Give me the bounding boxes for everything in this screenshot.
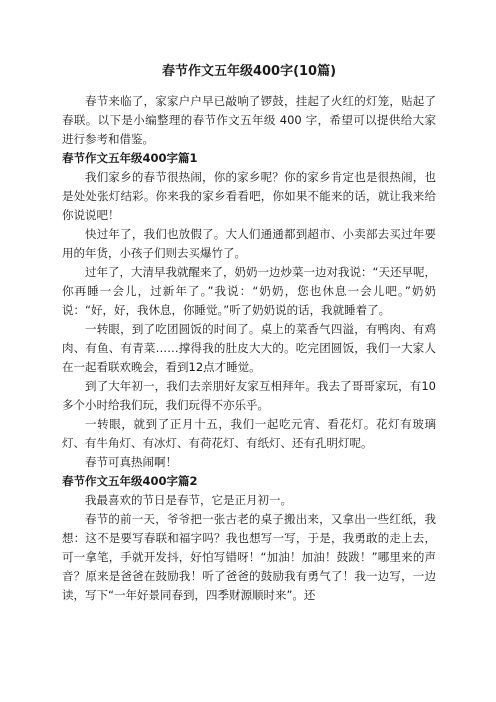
paragraph: 到了大年初一，我们去亲朋好友家互相拜年。我去了哥哥家玩，有10多个小时给我们玩，我们玩得不亦乐乎。 bbox=[62, 379, 436, 412]
paragraph: 快过年了，我们也放假了。大人们通通都到超市、小卖部去买过年要用的年货，小孩子们则去买爆竹了。 bbox=[62, 227, 436, 260]
paragraph: 春节的前一天，爷爷把一张古老的桌子搬出来，又拿出一些红纸，我想：这不是要写春联和福字吗？我也想写一写，于是，我勇敢的走上去，可一拿笔，手就开发抖，好怕写错呀！“加油！加油！鼓跋！”哪里来的声音？原来是爸爸在鼓励我！听了爸爸的鼓励我有勇气了！我一边写，一边读，写下“一年好景同春到，四季财源顺时来”。还 bbox=[62, 512, 436, 602]
paragraph: 我们家乡的春节很热闹，你的家乡呢？你的家乡肯定也是很热闹，也是处处张灯结彩。你来我的家乡看看吧，你如果不能来的话，就让我来给你说说吧！ bbox=[62, 170, 436, 222]
section-heading: 春节作文五年级400字篇2 bbox=[62, 474, 198, 488]
paragraph: 一转眼，到了吃团圆饭的时间了。桌上的菜香气四溢，有鸭肉、有鸡肉、有鱼、有青菜……撑得我的肚皮大大的。吃完团圆饭，我们一大家人在一起看联欢晚会，看到12点才睡觉。 bbox=[62, 322, 436, 374]
paragraph: 过年了，大清早我就醒来了，奶奶一边炒菜一边对我说：“天还早呢，你再睡一会儿，过新年了。”我说：“奶奶，您也休息一会儿吧。”奶奶说：“好，好，我休息，你睡觉。”听了奶奶说的话，我就睡着了。 bbox=[62, 265, 436, 317]
paragraph: 我最喜欢的节日是春节，它是正月初一。 bbox=[85, 493, 292, 507]
paragraph: 一转眼，就到了正月十五，我们一起吃元宵、看花灯。花灯有玻璃灯、有牛角灯、有冰灯、有荷花灯、有纸灯、还有孔明灯呢。 bbox=[62, 417, 436, 450]
intro-paragraph: 春节来临了，家家户户早已敲响了锣鼓，挂起了火红的灯笼，贴起了春联。以下是小编整理的春节作文五年级 400 字，希望可以提供给大家进行参考和借鉴。 bbox=[62, 94, 436, 146]
document-title: 春节作文五年级400字(10篇) bbox=[161, 64, 337, 79]
document-page bbox=[62, 62, 436, 605]
section-2 bbox=[62, 472, 436, 605]
section-heading: 春节作文五年级400字篇1 bbox=[62, 151, 198, 165]
section-1 bbox=[62, 149, 436, 472]
paragraph: 春节可真热闹啊！ bbox=[85, 455, 177, 469]
